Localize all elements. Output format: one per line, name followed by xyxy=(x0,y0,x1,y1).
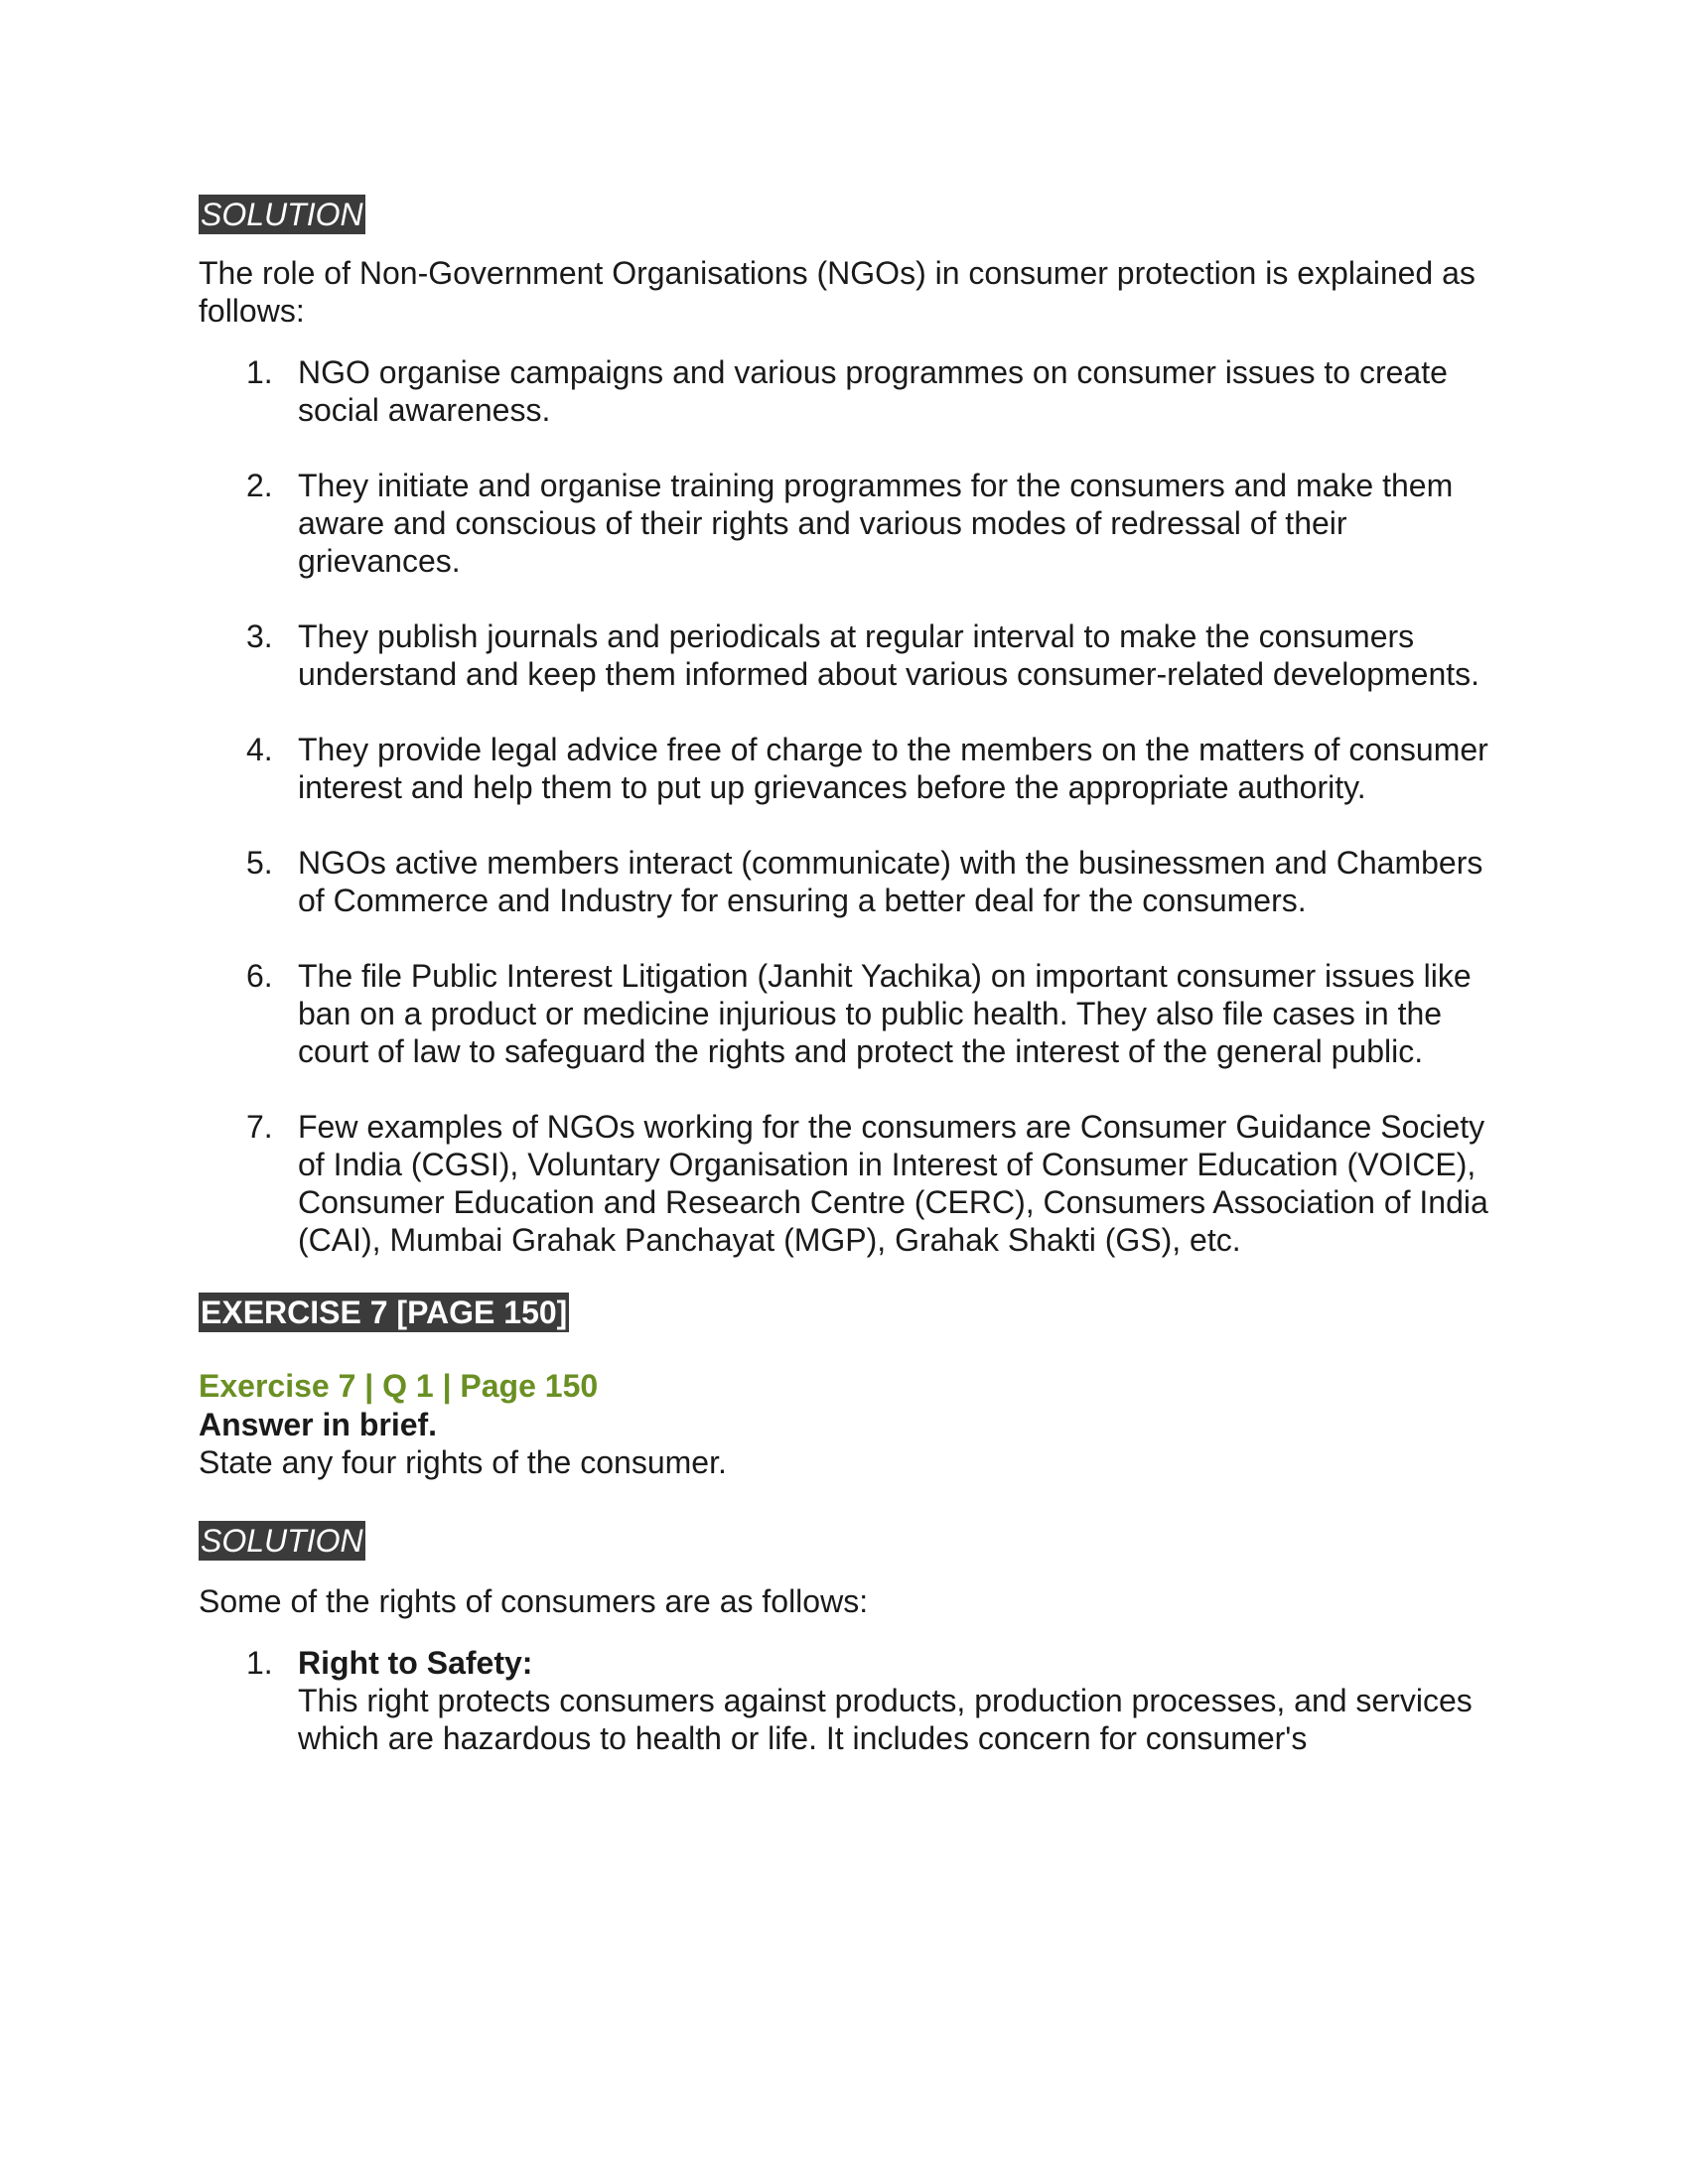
question-text: State any four rights of the consumer. xyxy=(199,1444,727,1480)
solution-1-section xyxy=(199,195,1489,1259)
list-text: NGOs active members interact (communicate) with the businessmen and Chambers of Commerce and Industry for ensuring a better deal for the consumers. xyxy=(298,845,1483,918)
solution-2-section xyxy=(199,1521,1489,1757)
list-text: NGO organise campaigns and various programmes on consumer issues to create social awareness. xyxy=(298,354,1448,428)
list-number: 6. xyxy=(246,958,273,994)
list-item xyxy=(199,844,1489,919)
solution-label: SOLUTION xyxy=(201,197,363,232)
ngo-role-list xyxy=(199,353,1489,1259)
list-item xyxy=(199,617,1489,693)
list-number: 1. xyxy=(246,354,273,390)
list-text: The file Public Interest Litigation (Janhit Yachika) on important consumer issues like ban on a product or medicine injurious to public health. They also file cases in the court of law to safeguard the rights and protect the interest of the general public. xyxy=(298,958,1472,1069)
list-item xyxy=(199,467,1489,580)
list-item xyxy=(199,353,1489,429)
list-item xyxy=(199,1108,1489,1259)
right-description: This right protects consumers against products, production processes, and services which are hazardous to health or life. It includes concern for consumer's xyxy=(298,1683,1473,1756)
list-number: 2. xyxy=(246,468,273,503)
list-number: 3. xyxy=(246,618,273,654)
list-text: They provide legal advice free of charge to the members on the matters of consumer interest and help them to put up grievances before the appropriate authority. xyxy=(298,732,1488,805)
list-number: 7. xyxy=(246,1109,273,1145)
list-text: They publish journals and periodicals at regular interval to make the consumers understand and keep them informed about various consumer-related developments. xyxy=(298,618,1480,692)
question-reference: Exercise 7 | Q 1 | Page 150 xyxy=(199,1368,599,1404)
list-item xyxy=(199,1644,1489,1757)
exercise-label: EXERCISE 7 [PAGE 150] xyxy=(201,1295,568,1330)
list-number: 4. xyxy=(246,732,273,767)
list-item xyxy=(199,731,1489,806)
right-title: Right to Safety: xyxy=(298,1645,533,1681)
consumer-rights-list xyxy=(199,1644,1489,1757)
solution-intro: Some of the rights of consumers are as follows: xyxy=(199,1583,869,1619)
list-text: They initiate and organise training programmes for the consumers and make them aware and conscious of their rights and various modes of redressal of their grievances. xyxy=(298,468,1454,579)
solution-intro: The role of Non-Government Organisations (NGOs) in consumer protection is explained as follows: xyxy=(199,255,1476,329)
list-number: 1. xyxy=(246,1645,273,1681)
list-number: 5. xyxy=(246,845,273,881)
list-item xyxy=(199,957,1489,1070)
solution-label: SOLUTION xyxy=(201,1523,363,1559)
question-instruction: Answer in brief. xyxy=(199,1407,438,1442)
document-page xyxy=(199,195,1489,1757)
list-text: Few examples of NGOs working for the consumers are Consumer Guidance Society of India (CGSI), Voluntary Organisation in Interest of Consumer Education (VOICE), Consumer Education and Research Centre (CERC), Consumers Association of India (CAI), Mumbai Grahak Panchayat (MGP), Grahak Shakti (GS), etc. xyxy=(298,1109,1488,1258)
exercise-section xyxy=(199,1293,1489,1481)
